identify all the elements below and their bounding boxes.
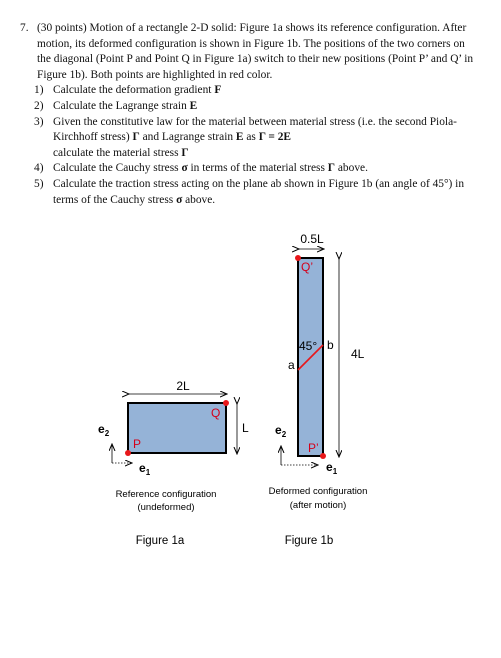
e2-label: $e_2$ [275,423,287,439]
height-label: 4L [351,347,365,361]
figure-1a [98,379,249,547]
task-2: 2) Calculate the Lagrange strain E [34,99,198,112]
figure-1b [269,232,368,547]
figure-1a-caption-line1: Reference configuration [115,489,217,500]
label-b: b [327,338,334,352]
width-label: 0.5L [300,232,324,246]
e1-label: $e_1$ [139,461,151,477]
figure-1b-title: Figure 1b [284,535,334,547]
e2-label: $e_2$ [98,422,110,438]
task-5: 5) Calculate the traction stress acting on the plane ab shown in Figure 1b (an angle of 45°) in terms of the Cauchy stress σ above. [34,177,465,206]
point-p-marker [125,450,131,456]
width-label: 2L [176,379,190,393]
height-label: L [242,421,249,435]
e1-label: $e_1$ [326,460,338,476]
figure-1a-title: Figure 1a [135,535,185,547]
point-q-prime-label: Q’ [301,260,313,274]
problem-intro: (30 points) Motion of a rectangle 2-D solid: Figure 1a shows its reference configuration. After motion, its deformed configuration is shown in Figure 1b. The positions of the two corners on the diagonal (Point P and Point Q in Figure 1a) switch to their new positions (Point P’ and Q’ in Figure 1b). Both points are highlighted in red color. [37,22,474,81]
point-p-label: P [133,437,142,451]
question-number: 7. [20,22,29,34]
task-4: 4) Calculate the Cauchy stress σ in terms of the material stress Γ above. [34,162,368,175]
angle-label: 45° [299,339,318,353]
label-a: a [288,358,295,372]
figure-1a-caption-line2: (undeformed) [137,502,195,513]
figure-1b-caption-line1: Deformed configuration [268,486,368,497]
figure-1b-caption-line2: (after motion) [289,500,347,511]
point-q-label: Q [211,406,221,420]
point-p-prime-label: P’ [308,441,319,455]
task-3: 3) Given the constitutive law for the material between material stress (i.e. the second Piola-Kirchhoff stress) Γ and Lagrange strain E as Γ = 2E calculate the material stress Γ [34,115,457,159]
task-1: 1) Calculate the deformation gradient F [34,84,222,97]
point-p-prime-marker [320,453,326,459]
point-q-marker [223,400,229,406]
